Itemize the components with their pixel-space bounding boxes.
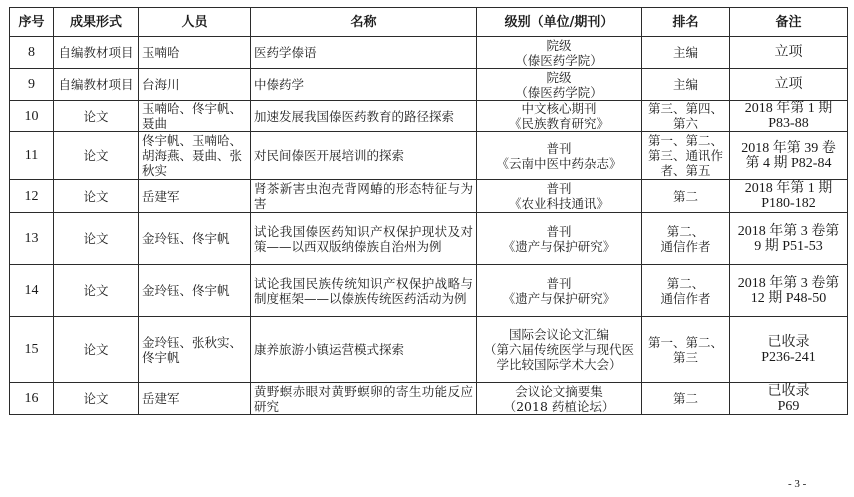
table-row (10, 180, 848, 213)
cell-rank: 第一、第二、第三、通讯作者、第五 (642, 132, 730, 180)
cell-form: 论文 (54, 213, 139, 265)
cell-rank: 主编 (642, 37, 730, 69)
header-no: 序号 (10, 8, 54, 37)
cell-form: 论文 (54, 265, 139, 317)
cell-form: 论文 (54, 101, 139, 132)
cell-note: 2018 年第 1 期 P83-88 (730, 101, 848, 132)
cell-form: 自编教材项目 (54, 69, 139, 101)
cell-rank: 第二、 通信作者 (642, 213, 730, 265)
cell-rank: 第二 (642, 383, 730, 415)
cell-note: 已收录 P69 (730, 383, 848, 415)
cell-level: 普刊 《云南中医中药杂志》 (477, 132, 642, 180)
table-row (10, 265, 848, 317)
cell-people: 金玲钰、张秋实、佟宇帆 (139, 317, 251, 383)
table-body (10, 37, 848, 415)
cell-level: 国际会议论文汇编 （第六届传统医学与现代医学比较国际学术大会） (477, 317, 642, 383)
cell-note: 2018 年第 3 卷第 12 期 P48-50 (730, 265, 848, 317)
header-people: 人员 (139, 8, 251, 37)
page-number: - 3 - (788, 478, 807, 490)
cell-rank: 第三、第四、第六 (642, 101, 730, 132)
cell-title: 中傣药学 (251, 69, 477, 101)
cell-note: 立项 (730, 69, 848, 101)
cell-title: 肾茶新害虫泡壳背网蝽的形态特征与为害 (251, 180, 477, 213)
cell-rank: 第一、第二、第三 (642, 317, 730, 383)
cell-note: 2018 年第 39 卷 第 4 期 P82-84 (730, 132, 848, 180)
cell-level: 普刊 《遗产与保护研究》 (477, 213, 642, 265)
cell-form: 自编教材项目 (54, 37, 139, 69)
cell-form: 论文 (54, 317, 139, 383)
cell-no: 13 (10, 213, 54, 265)
cell-note: 2018 年第 3 卷第 9 期 P51-53 (730, 213, 848, 265)
cell-people: 玉喃哈 (139, 37, 251, 69)
cell-people: 台海川 (139, 69, 251, 101)
table-row (10, 317, 848, 383)
cell-level: 院级 （傣医药学院） (477, 37, 642, 69)
cell-title: 试论我国民族传统知识产权保护战略与制度框架——以傣族传统医药活动为例 (251, 265, 477, 317)
cell-people: 玉喃哈、佟宇帆、聂曲 (139, 101, 251, 132)
cell-level: 院级 （傣医药学院） (477, 69, 642, 101)
cell-rank: 第二 (642, 180, 730, 213)
cell-note: 已收录 P236-241 (730, 317, 848, 383)
cell-form: 论文 (54, 383, 139, 415)
cell-no: 8 (10, 37, 54, 69)
table-row (10, 383, 848, 415)
table-row (10, 37, 848, 69)
cell-rank: 主编 (642, 69, 730, 101)
cell-level: 中文核心期刊 《民族教育研究》 (477, 101, 642, 132)
header-rank: 排名 (642, 8, 730, 37)
cell-title: 黄野螟赤眼对黄野螟卵的寄生功能反应研究 (251, 383, 477, 415)
cell-form: 论文 (54, 180, 139, 213)
table-row (10, 213, 848, 265)
cell-people: 金玲钰、佟宇帆 (139, 265, 251, 317)
table-row (10, 132, 848, 180)
header-title: 名称 (251, 8, 477, 37)
cell-no: 10 (10, 101, 54, 132)
cell-no: 12 (10, 180, 54, 213)
cell-title: 对民间傣医开展培训的探索 (251, 132, 477, 180)
achievements-table (9, 7, 848, 415)
cell-level: 普刊 《遗产与保护研究》 (477, 265, 642, 317)
cell-form: 论文 (54, 132, 139, 180)
cell-people: 岳建军 (139, 180, 251, 213)
cell-no: 9 (10, 69, 54, 101)
table-row (10, 69, 848, 101)
cell-people: 佟宇帆、玉喃哈、胡海燕、聂曲、张秋实 (139, 132, 251, 180)
cell-title: 医药学傣语 (251, 37, 477, 69)
cell-no: 15 (10, 317, 54, 383)
cell-people: 岳建军 (139, 383, 251, 415)
cell-no: 14 (10, 265, 54, 317)
cell-level: 普刊 《农业科技通讯》 (477, 180, 642, 213)
cell-level: 会议论文摘要集 （2018 药植论坛） (477, 383, 642, 415)
cell-title: 试论我国傣医药知识产权保护现状及对策——以西双版纳傣族自治州为例 (251, 213, 477, 265)
cell-no: 16 (10, 383, 54, 415)
table-row (10, 101, 848, 132)
header-form: 成果形式 (54, 8, 139, 37)
cell-title: 康养旅游小镇运营模式探索 (251, 317, 477, 383)
cell-no: 11 (10, 132, 54, 180)
cell-rank: 第二、 通信作者 (642, 265, 730, 317)
header-level: 级别（单位/期刊） (477, 8, 642, 37)
cell-note: 2018 年第 1 期 P180-182 (730, 180, 848, 213)
cell-note: 立项 (730, 37, 848, 69)
header-note: 备注 (730, 8, 848, 37)
header-row (10, 8, 848, 37)
cell-title: 加速发展我国傣医药教育的路径探索 (251, 101, 477, 132)
cell-people: 金玲钰、佟宇帆 (139, 213, 251, 265)
